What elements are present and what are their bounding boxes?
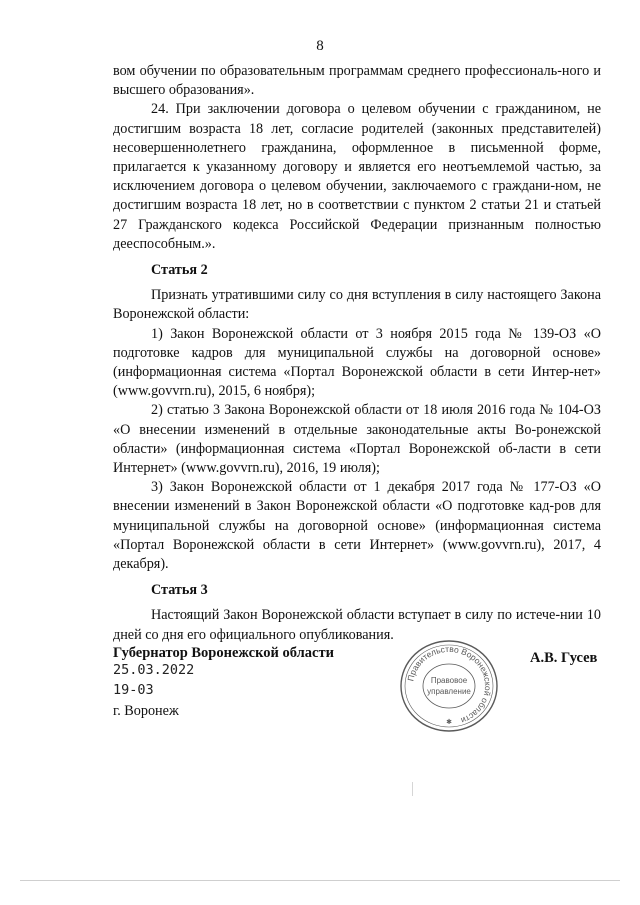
- signature-date: 25.03.2022: [113, 662, 195, 678]
- seal-star-icon: ✱: [446, 718, 452, 726]
- governor-title: Губернатор Воронежской области: [113, 645, 334, 661]
- document-body: [113, 62, 601, 645]
- article-2-item-2: 2) статью 3 Закона Воронежской области от 18 июля 2016 года № 104-ОЗ «О внесении изменений в отдельные законодательные акты Во-ронежской области» (информационная система «Портал Воронежской об-ласти в сети Интернет» (www.govvrn.ru), 2016, 19 июля);: [113, 402, 601, 477]
- article-3-paragraph: Настоящий Закон Воронежской области вступает в силу по истече-нии 10 дней со дня его официального опубликования.: [113, 607, 601, 643]
- seal-center-line-1: Правовое: [430, 676, 468, 685]
- scan-mark: [412, 782, 413, 796]
- seal-ring-text: Правительство Воронежской области: [405, 643, 494, 726]
- article-2-item-3: 3) Закон Воронежской области от 1 декабря 2017 года № 177-ОЗ «О внесении изменений в Закон Воронежской области «О подготовке кад-ров для муниципальной службы на договорной основе» (информационная система «Портал Воронежской области в сети Интернет» (www.govvrn.ru), 2017, 4 декабря).: [113, 479, 601, 573]
- signature-number: 19-03: [113, 682, 154, 698]
- page-bottom-border: [20, 880, 620, 881]
- article-2-heading: Статья 2: [151, 262, 208, 279]
- paragraph-clause-24: 24. При заключении договора о целевом обучении с гражданином, не достигшим возраста 18 лет, согласие родителей (законных представителей) несовершеннолетнего гражданина, оформленное в письменной форме, прилагается к указанному договору и является его неотъемлемой частью, за исключением договора о целевом обучении, заключаемого с граждани-ном, не достигшим возраста 18 лет, но в соответствии с пунктом 2 статьи 21 и статьей 27 Гражданского кодекса Российской Федерации признанным полностью дееспособным.».: [113, 101, 601, 252]
- page-number: 8: [316, 38, 324, 54]
- signer-name: А.В. Гусев: [530, 650, 598, 666]
- seal-center-ring: [423, 664, 475, 708]
- paragraph: вом обучении по образовательным программам среднего профессиональ-ного и высшего образования».: [113, 63, 601, 99]
- article-2-item-1: 1) Закон Воронежской области от 3 ноября 2015 года № 139-ОЗ «О подготовке кадров для муниципальной службы на договорной основе» (информационная система «Портал Воронежской области в сети Интер-нет» (www.govvrn.ru), 2015, 6 ноября);: [113, 325, 601, 400]
- seal-center-line-2: управление: [427, 687, 471, 696]
- article-3-heading: Статья 3: [151, 582, 208, 599]
- official-seal-icon: [396, 638, 502, 734]
- article-2-paragraph: Признать утратившими силу со дня вступления в силу настоящего Закона Воронежской области:: [113, 287, 601, 323]
- signature-city: г. Воронеж: [113, 703, 179, 719]
